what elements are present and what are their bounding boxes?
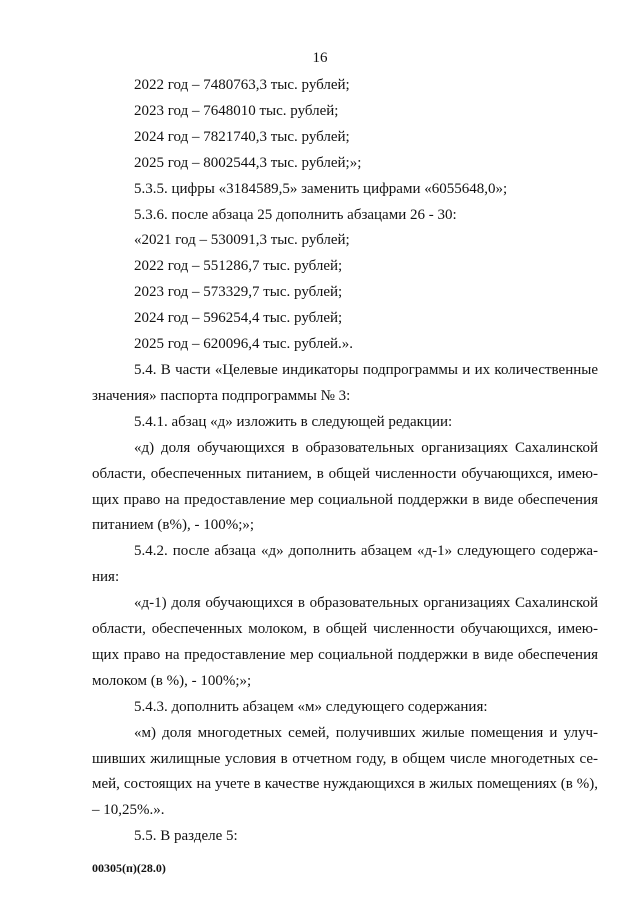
text-line: 5.5. В разделе 5: (134, 828, 238, 845)
text-line: 2023 год – 573329,7 тыс. рублей; (134, 284, 343, 301)
text-line: 2025 год – 620096,4 тыс. рублей.». (134, 336, 354, 353)
text-line: мей, состоящих на учете в качестве нуждающихся в жилых помещениях (в %), (92, 776, 598, 793)
text-line: значения» паспорта подпрограммы № 3: (92, 387, 351, 404)
text-line: 5.3.6. после абзаца 25 дополнить абзацами 26 - 30: (134, 206, 457, 223)
text-line: «д-1) доля обучающихся в образовательных организациях Сахалинской (134, 595, 598, 612)
text-line: 2022 год – 551286,7 тыс. рублей; (134, 258, 343, 275)
text-line: 5.4. В части «Целевые индикаторы подпрограммы и их количественные (134, 361, 598, 378)
text-line: 2022 год – 7480763,3 тыс. рублей; (134, 77, 350, 93)
text-line: – 10,25%.». (92, 802, 165, 819)
text-line: 5.4.1. абзац «д» изложить в следующей редакции: (134, 413, 453, 430)
text-line: «2021 год – 530091,3 тыс. рублей; (134, 232, 350, 249)
text-line: щих право на предоставление мер социальной поддержки в виде обеспечения (92, 491, 598, 508)
text-line: 2024 год – 596254,4 тыс. рублей; (134, 310, 343, 327)
text-line: 2023 год – 7648010 тыс. рублей; (134, 102, 339, 119)
text-line: «д) доля обучающихся в образовательных организациях Сахалинской (134, 439, 598, 456)
text-line: 2025 год – 8002544,3 тыс. рублей;»; (134, 154, 362, 171)
text-line: 5.3.5. цифры «3184589,5» заменить цифрами «6055648,0»; (134, 180, 508, 197)
text-line: молоком (в %), - 100%;»; (92, 672, 252, 689)
text-line: «м) доля многодетных семей, получивших жилые помещения и улуч- (134, 724, 598, 741)
document-body (92, 73, 598, 850)
text-line: шивших жилищные условия в отчетном году, в общем числе многодетных се- (92, 750, 598, 767)
text-line: 2024 год – 7821740,3 тыс. рублей; (134, 128, 350, 145)
text-line: 5.4.2. после абзаца «д» дополнить абзацем «д-1» следующего содержа- (134, 543, 598, 560)
text-line: щих право на предоставление мер социальной поддержки в виде обеспечения (92, 646, 598, 663)
page-number: 16 (312, 50, 328, 66)
text-line: ния: (92, 569, 120, 586)
text-line: области, обеспеченных молоком, в общей численности обучающихся, имею- (92, 621, 598, 638)
text-line: питанием (в%), - 100%;»; (92, 517, 255, 534)
text-line: 5.4.3. дополнить абзацем «м» следующего содержания: (134, 698, 488, 715)
text-line: области, обеспеченных питанием, в общей численности обучающихся, имею- (92, 465, 598, 482)
document-code: 00305(п)(28.0) (92, 861, 166, 875)
